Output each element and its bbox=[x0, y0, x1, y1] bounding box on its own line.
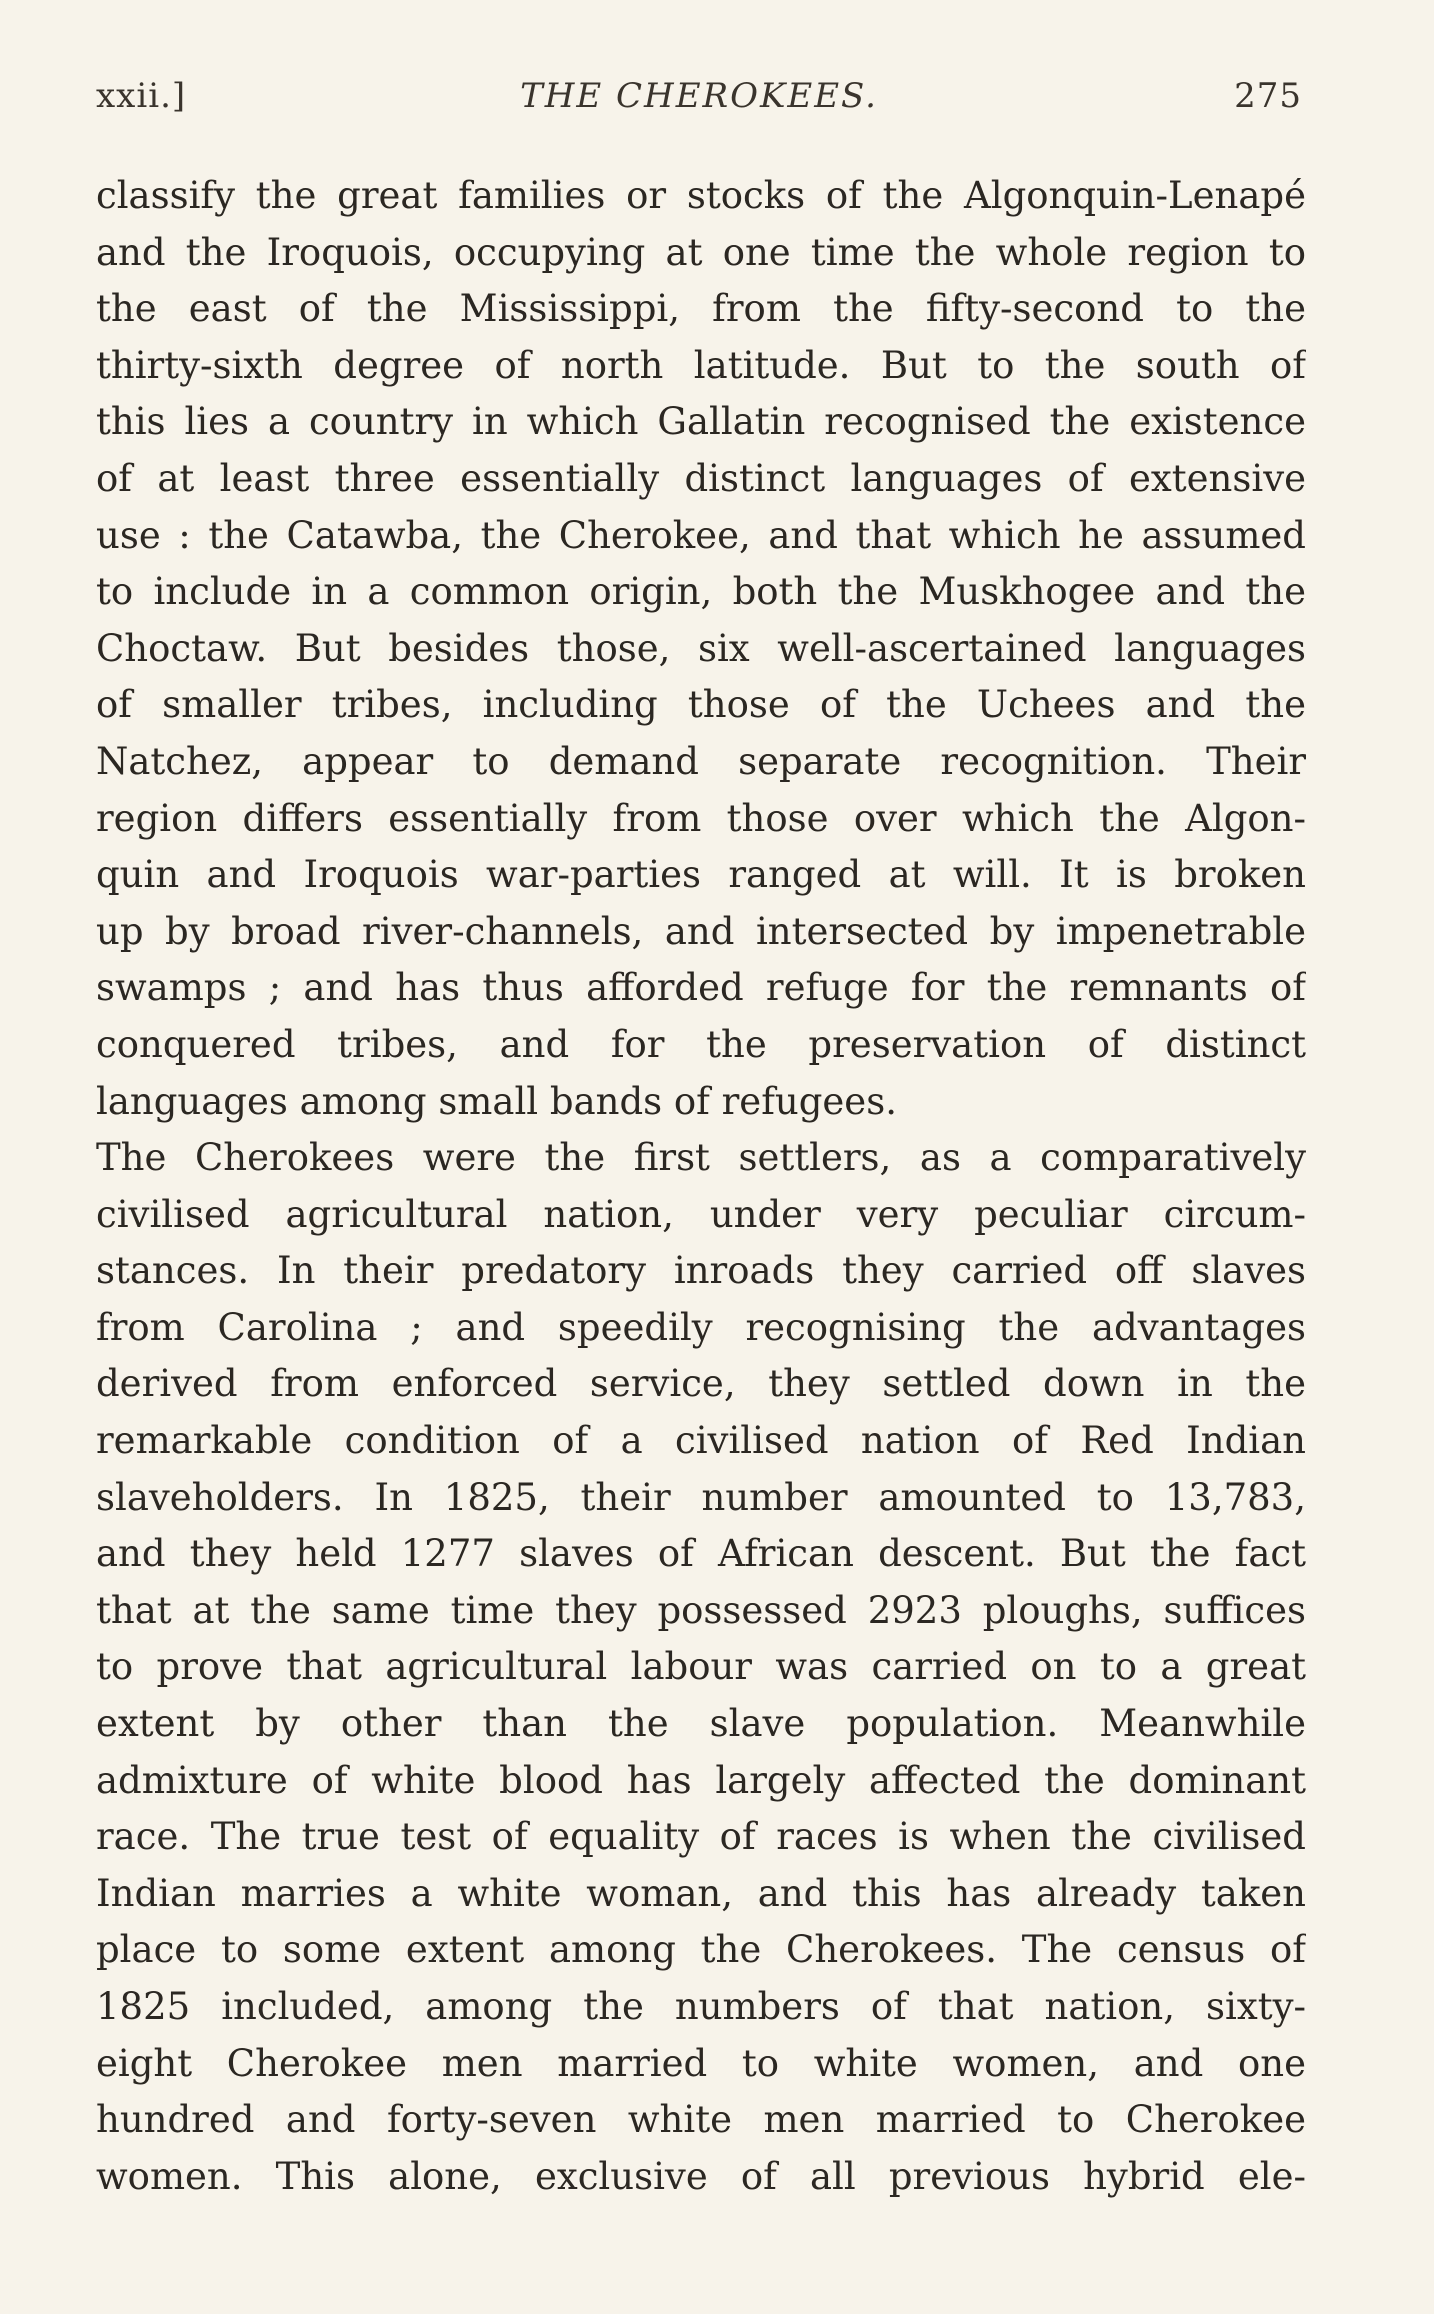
text-line: of at least three essentially distinct languages of extensive bbox=[96, 456, 1306, 500]
paragraph-start-line: The Cherokees were the first settlers, as a comparatively bbox=[96, 1136, 1306, 1180]
text-line: to include in a common origin, both the Muskhogee and the bbox=[96, 570, 1306, 614]
text-line: Indian marries a white woman, and this has already taken bbox=[96, 1871, 1306, 1915]
text-line: swamps ; and has thus afforded refuge for the remnants of bbox=[96, 966, 1306, 1010]
running-title: THE CHEROKEES. bbox=[520, 76, 878, 116]
text-line: race. The true test of equality of races is when the civilised bbox=[96, 1815, 1306, 1859]
page-number: 275 bbox=[1234, 76, 1302, 116]
text-line: quin and Iroquois war-parties ranged at will. It is broken bbox=[96, 853, 1306, 897]
text-line: extent by other than the slave population. Meanwhile bbox=[96, 1702, 1306, 1746]
text-line: the east of the Mississippi, from the fifty-second to the bbox=[96, 287, 1306, 331]
text-line: conquered tribes, and for the preservation of distinct bbox=[96, 1022, 1306, 1066]
text-line: use : the Catawba, the Cherokee, and that which he assumed bbox=[96, 513, 1306, 557]
text-line: and they held 1277 slaves of African descent. But the fact bbox=[96, 1532, 1306, 1576]
text-line: slaveholders. In 1825, their number amounted to 13,783, bbox=[96, 1475, 1306, 1519]
text-line: women. This alone, exclusive of all previous hybrid ele- bbox=[96, 2154, 1306, 2198]
text-line: civilised agricultural nation, under very peculiar circum- bbox=[96, 1192, 1306, 1236]
chapter-marker: xxii.] bbox=[96, 76, 187, 116]
body-text bbox=[96, 168, 1306, 2205]
text-line: region differs essentially from those over which the Algon- bbox=[96, 796, 1306, 840]
text-line: this lies a country in which Gallatin recognised the existence bbox=[96, 400, 1306, 444]
text-line: eight Cherokee men married to white women, and one bbox=[96, 2041, 1306, 2085]
running-head bbox=[96, 66, 1302, 126]
text-line: hundred and forty-seven white men married to Cherokee bbox=[96, 2098, 1306, 2142]
text-line: of smaller tribes, including those of the Uchees and the bbox=[96, 683, 1306, 727]
text-line: remarkable condition of a civilised nation of Red Indian bbox=[96, 1419, 1306, 1463]
paragraph-end-line: languages among small bands of refugees. bbox=[96, 1079, 897, 1123]
text-line: Choctaw. But besides those, six well-ascertained languages bbox=[96, 626, 1306, 670]
text-line: that at the same time they possessed 2923 ploughs, suffices bbox=[96, 1588, 1306, 1632]
text-line: place to some extent among the Cherokees. The census of bbox=[96, 1928, 1306, 1972]
text-line: 1825 included, among the numbers of that nation, sixty- bbox=[96, 1985, 1306, 2028]
text-line: and the Iroquois, occupying at one time the whole region to bbox=[96, 230, 1306, 274]
text-line: stances. In their predatory inroads they carried off slaves bbox=[96, 1249, 1306, 1293]
text-line: classify the great families or stocks of the Algonquin-Lenapé bbox=[96, 174, 1306, 217]
text-line: up by broad river-channels, and intersected by impenetrable bbox=[96, 909, 1306, 953]
text-line: derived from enforced service, they settled down in the bbox=[96, 1362, 1306, 1406]
text-line: to prove that agricultural labour was carried on to a great bbox=[96, 1645, 1306, 1689]
text-line: thirty-sixth degree of north latitude. But to the south of bbox=[96, 343, 1306, 387]
text-line: admixture of white blood has largely affected the dominant bbox=[96, 1758, 1306, 1802]
text-line: Natchez, appear to demand separate recognition. Their bbox=[96, 739, 1306, 783]
text-line: from Carolina ; and speedily recognising the advantages bbox=[96, 1305, 1306, 1349]
